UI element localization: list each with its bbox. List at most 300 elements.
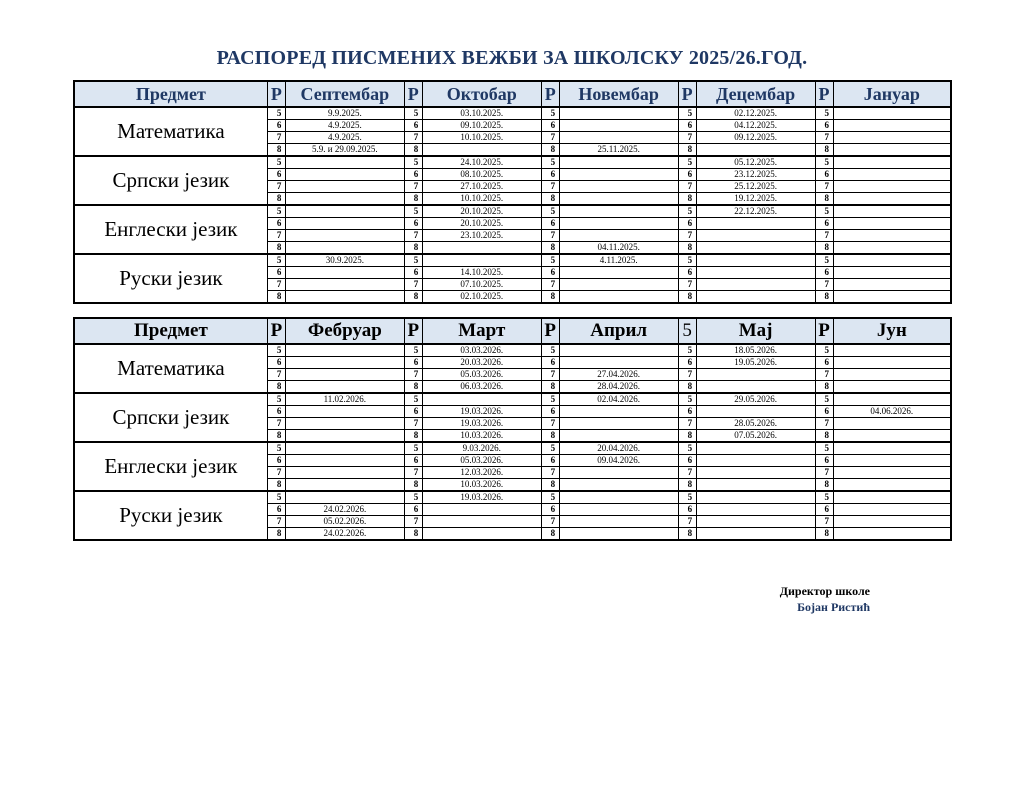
date-cell: [833, 393, 951, 406]
date-cell: [696, 279, 815, 291]
grade-cell: 8: [404, 291, 422, 304]
grade-cell: 6: [815, 169, 833, 181]
date-cell: [833, 230, 951, 242]
grade-cell: 8: [404, 430, 422, 443]
date-cell: [285, 169, 404, 181]
grade-column-header: 5: [678, 318, 696, 344]
month-header: Мај: [696, 318, 815, 344]
date-cell: [559, 267, 678, 279]
date-cell: [559, 504, 678, 516]
grade-cell: 5: [815, 107, 833, 120]
date-cell: 22.12.2025.: [696, 205, 815, 218]
date-cell: [285, 381, 404, 394]
grade-cell: 6: [678, 406, 696, 418]
date-cell: 04.11.2025.: [559, 242, 678, 255]
date-cell: [833, 504, 951, 516]
date-cell: [285, 267, 404, 279]
table-row: [74, 393, 951, 406]
date-cell: [833, 442, 951, 455]
date-cell: [833, 254, 951, 267]
date-cell: 04.12.2025.: [696, 120, 815, 132]
grade-cell: 7: [267, 516, 285, 528]
grade-column-header: Р: [541, 318, 559, 344]
date-cell: 05.12.2025.: [696, 156, 815, 169]
grade-cell: 8: [541, 242, 559, 255]
date-cell: 05.03.2026.: [422, 369, 541, 381]
date-cell: [422, 516, 541, 528]
grade-cell: 7: [267, 181, 285, 193]
date-cell: 19.05.2026.: [696, 357, 815, 369]
date-cell: 12.03.2026.: [422, 467, 541, 479]
date-cell: 07.05.2026.: [696, 430, 815, 443]
date-cell: 04.06.2026.: [833, 406, 951, 418]
grade-cell: 8: [678, 528, 696, 541]
date-cell: 9.03.2026.: [422, 442, 541, 455]
grade-cell: 7: [267, 132, 285, 144]
date-cell: 24.02.2026.: [285, 528, 404, 541]
date-cell: 4.11.2025.: [559, 254, 678, 267]
grade-cell: 8: [678, 242, 696, 255]
grade-cell: 7: [404, 181, 422, 193]
grade-cell: 7: [267, 279, 285, 291]
grade-column-header: Р: [678, 81, 696, 107]
grade-cell: 6: [541, 504, 559, 516]
table-row: [74, 205, 951, 218]
date-cell: [833, 181, 951, 193]
date-cell: [285, 406, 404, 418]
date-cell: 19.12.2025.: [696, 193, 815, 206]
date-cell: [559, 279, 678, 291]
date-cell: 06.03.2026.: [422, 381, 541, 394]
subject-name: Руски језик: [74, 254, 267, 303]
date-cell: [559, 491, 678, 504]
date-cell: [285, 181, 404, 193]
grade-cell: 8: [404, 381, 422, 394]
date-cell: [285, 193, 404, 206]
date-cell: 29.05.2026.: [696, 393, 815, 406]
grade-cell: 8: [541, 381, 559, 394]
date-cell: [696, 254, 815, 267]
date-cell: 10.03.2026.: [422, 430, 541, 443]
date-cell: [696, 504, 815, 516]
grade-cell: 5: [678, 491, 696, 504]
date-cell: 20.10.2025.: [422, 218, 541, 230]
grade-cell: 7: [541, 516, 559, 528]
date-cell: [559, 528, 678, 541]
grade-cell: 5: [541, 156, 559, 169]
date-cell: 28.05.2026.: [696, 418, 815, 430]
grade-cell: 5: [404, 442, 422, 455]
grade-cell: 6: [267, 504, 285, 516]
date-cell: [696, 528, 815, 541]
grade-cell: 6: [541, 357, 559, 369]
grade-cell: 6: [815, 267, 833, 279]
grade-cell: 5: [541, 254, 559, 267]
grade-cell: 8: [404, 242, 422, 255]
page-title: РАСПОРЕД ПИСМЕНИХ ВЕЖБИ ЗА ШКОЛСКУ 2025/26.ГОД.: [216, 47, 808, 69]
date-cell: [422, 504, 541, 516]
grade-cell: 7: [404, 369, 422, 381]
date-cell: [833, 455, 951, 467]
header-row: [74, 318, 951, 344]
date-cell: [285, 430, 404, 443]
date-cell: [833, 267, 951, 279]
date-cell: [559, 193, 678, 206]
grade-cell: 8: [541, 193, 559, 206]
grade-cell: 8: [267, 242, 285, 255]
grade-column-header: Р: [404, 318, 422, 344]
date-cell: 08.10.2025.: [422, 169, 541, 181]
grade-cell: 7: [815, 418, 833, 430]
date-cell: [559, 479, 678, 492]
table-row: [74, 442, 951, 455]
date-cell: [696, 381, 815, 394]
grade-cell: 6: [267, 357, 285, 369]
grade-cell: 6: [541, 120, 559, 132]
grade-cell: 8: [267, 144, 285, 157]
grade-cell: 8: [267, 193, 285, 206]
subject-name: Српски језик: [74, 156, 267, 205]
grade-cell: 8: [267, 381, 285, 394]
grade-cell: 8: [541, 291, 559, 304]
grade-cell: 6: [541, 267, 559, 279]
date-cell: [833, 516, 951, 528]
grade-cell: 7: [815, 467, 833, 479]
grade-cell: 6: [404, 169, 422, 181]
grade-cell: 5: [267, 107, 285, 120]
grade-column-header: Р: [815, 318, 833, 344]
grade-cell: 6: [678, 218, 696, 230]
date-cell: [285, 442, 404, 455]
grade-column-header: Р: [815, 81, 833, 107]
date-cell: [559, 406, 678, 418]
grade-cell: 6: [267, 218, 285, 230]
date-cell: [285, 218, 404, 230]
grade-cell: 7: [541, 181, 559, 193]
date-cell: 02.04.2026.: [559, 393, 678, 406]
grade-cell: 8: [815, 144, 833, 157]
month-header: Децембар: [696, 81, 815, 107]
subject-header: Предмет: [74, 318, 267, 344]
grade-cell: 6: [678, 504, 696, 516]
date-cell: [833, 169, 951, 181]
grade-column-header: Р: [267, 318, 285, 344]
grade-cell: 6: [678, 357, 696, 369]
grade-cell: 6: [678, 455, 696, 467]
date-cell: [696, 242, 815, 255]
subject-name: Математика: [74, 344, 267, 393]
table-row: [74, 254, 951, 267]
grade-cell: 7: [815, 230, 833, 242]
grade-cell: 7: [541, 132, 559, 144]
date-cell: [833, 344, 951, 357]
grade-cell: 5: [678, 205, 696, 218]
date-cell: 10.10.2025.: [422, 132, 541, 144]
grade-cell: 5: [815, 156, 833, 169]
table-row: [74, 344, 951, 357]
grade-cell: 7: [678, 369, 696, 381]
grade-cell: 6: [815, 406, 833, 418]
date-cell: 19.03.2026.: [422, 491, 541, 504]
date-cell: [285, 205, 404, 218]
date-cell: [559, 291, 678, 304]
grade-cell: 7: [678, 181, 696, 193]
grade-cell: 6: [815, 120, 833, 132]
date-cell: 03.10.2025.: [422, 107, 541, 120]
date-cell: [285, 156, 404, 169]
date-cell: 02.10.2025.: [422, 291, 541, 304]
month-header: Јун: [833, 318, 951, 344]
date-cell: 14.10.2025.: [422, 267, 541, 279]
date-cell: [422, 528, 541, 541]
grade-cell: 5: [541, 491, 559, 504]
date-cell: [833, 242, 951, 255]
date-cell: 24.02.2026.: [285, 504, 404, 516]
grade-cell: 7: [267, 230, 285, 242]
subject-name: Енглески језик: [74, 205, 267, 254]
date-cell: [559, 418, 678, 430]
date-cell: [833, 381, 951, 394]
grade-cell: 7: [404, 279, 422, 291]
date-cell: [422, 393, 541, 406]
grade-cell: 8: [678, 479, 696, 492]
grade-cell: 5: [404, 393, 422, 406]
grade-cell: 7: [404, 230, 422, 242]
date-cell: [833, 144, 951, 157]
grade-cell: 5: [815, 205, 833, 218]
grade-cell: 8: [267, 291, 285, 304]
grade-cell: 8: [404, 528, 422, 541]
date-cell: [285, 242, 404, 255]
grade-cell: 6: [541, 218, 559, 230]
date-cell: 02.12.2025.: [696, 107, 815, 120]
grade-cell: 6: [404, 504, 422, 516]
grade-cell: 8: [815, 430, 833, 443]
grade-cell: 7: [541, 418, 559, 430]
date-cell: 10.03.2026.: [422, 479, 541, 492]
date-cell: 23.10.2025.: [422, 230, 541, 242]
date-cell: [696, 442, 815, 455]
grade-cell: 8: [678, 144, 696, 157]
month-header: Новембар: [559, 81, 678, 107]
subject-name: Руски језик: [74, 491, 267, 540]
grade-cell: 8: [815, 528, 833, 541]
date-cell: [833, 357, 951, 369]
grade-cell: 5: [678, 442, 696, 455]
grade-cell: 5: [541, 393, 559, 406]
grade-cell: 5: [267, 393, 285, 406]
date-cell: [285, 291, 404, 304]
grade-cell: 8: [678, 291, 696, 304]
grade-cell: 5: [815, 254, 833, 267]
date-cell: [833, 279, 951, 291]
grade-cell: 6: [815, 455, 833, 467]
grade-cell: 5: [541, 205, 559, 218]
grade-cell: 7: [267, 369, 285, 381]
date-cell: [285, 279, 404, 291]
date-cell: 4.9.2025.: [285, 132, 404, 144]
date-cell: 07.10.2025.: [422, 279, 541, 291]
date-cell: [696, 491, 815, 504]
grade-cell: 6: [267, 267, 285, 279]
date-cell: [559, 430, 678, 443]
grade-column-header: Р: [541, 81, 559, 107]
date-cell: [833, 491, 951, 504]
date-cell: [696, 218, 815, 230]
date-cell: [833, 156, 951, 169]
grade-cell: 5: [404, 254, 422, 267]
director-title: Директор школе: [779, 584, 870, 598]
grade-cell: 7: [678, 418, 696, 430]
table-row: [74, 156, 951, 169]
date-cell: [833, 430, 951, 443]
grade-cell: 6: [404, 455, 422, 467]
date-cell: [559, 357, 678, 369]
grade-cell: 6: [404, 406, 422, 418]
grade-cell: 5: [815, 442, 833, 455]
date-cell: [285, 344, 404, 357]
date-cell: [285, 455, 404, 467]
grade-cell: 6: [815, 357, 833, 369]
date-cell: [696, 230, 815, 242]
schedule-body: [74, 81, 951, 303]
grade-cell: 8: [678, 430, 696, 443]
date-cell: [285, 491, 404, 504]
grade-cell: 5: [404, 344, 422, 357]
grade-cell: 5: [404, 205, 422, 218]
grade-cell: 7: [815, 369, 833, 381]
grade-column-header: Р: [267, 81, 285, 107]
date-cell: 10.10.2025.: [422, 193, 541, 206]
grade-cell: 7: [404, 418, 422, 430]
date-cell: [559, 205, 678, 218]
grade-cell: 5: [267, 205, 285, 218]
grade-cell: 7: [541, 467, 559, 479]
grade-cell: 8: [541, 528, 559, 541]
date-cell: [696, 455, 815, 467]
date-cell: [559, 516, 678, 528]
grade-cell: 5: [678, 107, 696, 120]
date-cell: [696, 516, 815, 528]
grade-cell: 5: [267, 491, 285, 504]
date-cell: 05.02.2026.: [285, 516, 404, 528]
date-cell: [833, 467, 951, 479]
schedule-table-first-semester: [73, 80, 952, 304]
date-cell: 18.05.2026.: [696, 344, 815, 357]
grade-cell: 5: [541, 344, 559, 357]
date-cell: 27.04.2026.: [559, 369, 678, 381]
grade-cell: 8: [815, 291, 833, 304]
date-cell: [559, 120, 678, 132]
month-header: Октобар: [422, 81, 541, 107]
header-row: [74, 81, 951, 107]
schedule-body: [74, 318, 951, 540]
grade-cell: 6: [678, 120, 696, 132]
grade-cell: 7: [541, 230, 559, 242]
grade-cell: 6: [267, 169, 285, 181]
date-cell: 20.10.2025.: [422, 205, 541, 218]
grade-cell: 7: [404, 467, 422, 479]
date-cell: [696, 406, 815, 418]
date-cell: [833, 107, 951, 120]
grade-cell: 7: [541, 279, 559, 291]
table-row: [74, 491, 951, 504]
grade-cell: 5: [267, 442, 285, 455]
grade-cell: 6: [541, 169, 559, 181]
grade-cell: 6: [404, 267, 422, 279]
grade-cell: 6: [678, 267, 696, 279]
date-cell: [285, 479, 404, 492]
grade-cell: 7: [815, 516, 833, 528]
subject-header: Предмет: [74, 81, 267, 107]
grade-cell: 5: [404, 491, 422, 504]
date-cell: [833, 205, 951, 218]
grade-cell: 8: [815, 479, 833, 492]
grade-cell: 7: [678, 230, 696, 242]
grade-cell: 5: [267, 254, 285, 267]
date-cell: [696, 291, 815, 304]
date-cell: 19.03.2026.: [422, 406, 541, 418]
signature-block: [700, 583, 870, 615]
subject-name: Енглески језик: [74, 442, 267, 491]
date-cell: [285, 369, 404, 381]
grade-cell: 7: [678, 467, 696, 479]
grade-cell: 6: [541, 406, 559, 418]
date-cell: [285, 230, 404, 242]
date-cell: 30.9.2025.: [285, 254, 404, 267]
grade-cell: 8: [815, 193, 833, 206]
grade-cell: 8: [404, 479, 422, 492]
month-header: Фебруар: [285, 318, 404, 344]
grade-cell: 8: [541, 479, 559, 492]
schedule-table-second-semester: [73, 317, 952, 541]
date-cell: [285, 467, 404, 479]
date-cell: [696, 144, 815, 157]
date-cell: [833, 120, 951, 132]
grade-cell: 5: [541, 107, 559, 120]
date-cell: [422, 254, 541, 267]
grade-cell: 7: [541, 369, 559, 381]
date-cell: [285, 357, 404, 369]
grade-cell: 5: [678, 156, 696, 169]
date-cell: 09.12.2025.: [696, 132, 815, 144]
date-cell: [833, 418, 951, 430]
date-cell: [696, 267, 815, 279]
date-cell: 4.9.2025.: [285, 120, 404, 132]
grade-cell: 7: [678, 516, 696, 528]
grade-cell: 7: [267, 467, 285, 479]
date-cell: [559, 181, 678, 193]
table-row: [74, 107, 951, 120]
grade-cell: 6: [267, 455, 285, 467]
grade-cell: 8: [541, 144, 559, 157]
director-name: Бојан Ристић: [797, 600, 870, 614]
grade-cell: 6: [815, 218, 833, 230]
date-cell: 23.12.2025.: [696, 169, 815, 181]
grade-cell: 7: [404, 132, 422, 144]
date-cell: [559, 218, 678, 230]
date-cell: 9.9.2025.: [285, 107, 404, 120]
date-cell: 24.10.2025.: [422, 156, 541, 169]
date-cell: [422, 242, 541, 255]
date-cell: [833, 218, 951, 230]
date-cell: [696, 467, 815, 479]
grade-cell: 6: [267, 120, 285, 132]
grade-cell: 6: [404, 357, 422, 369]
date-cell: 27.10.2025.: [422, 181, 541, 193]
grade-cell: 7: [815, 279, 833, 291]
date-cell: 09.04.2026.: [559, 455, 678, 467]
